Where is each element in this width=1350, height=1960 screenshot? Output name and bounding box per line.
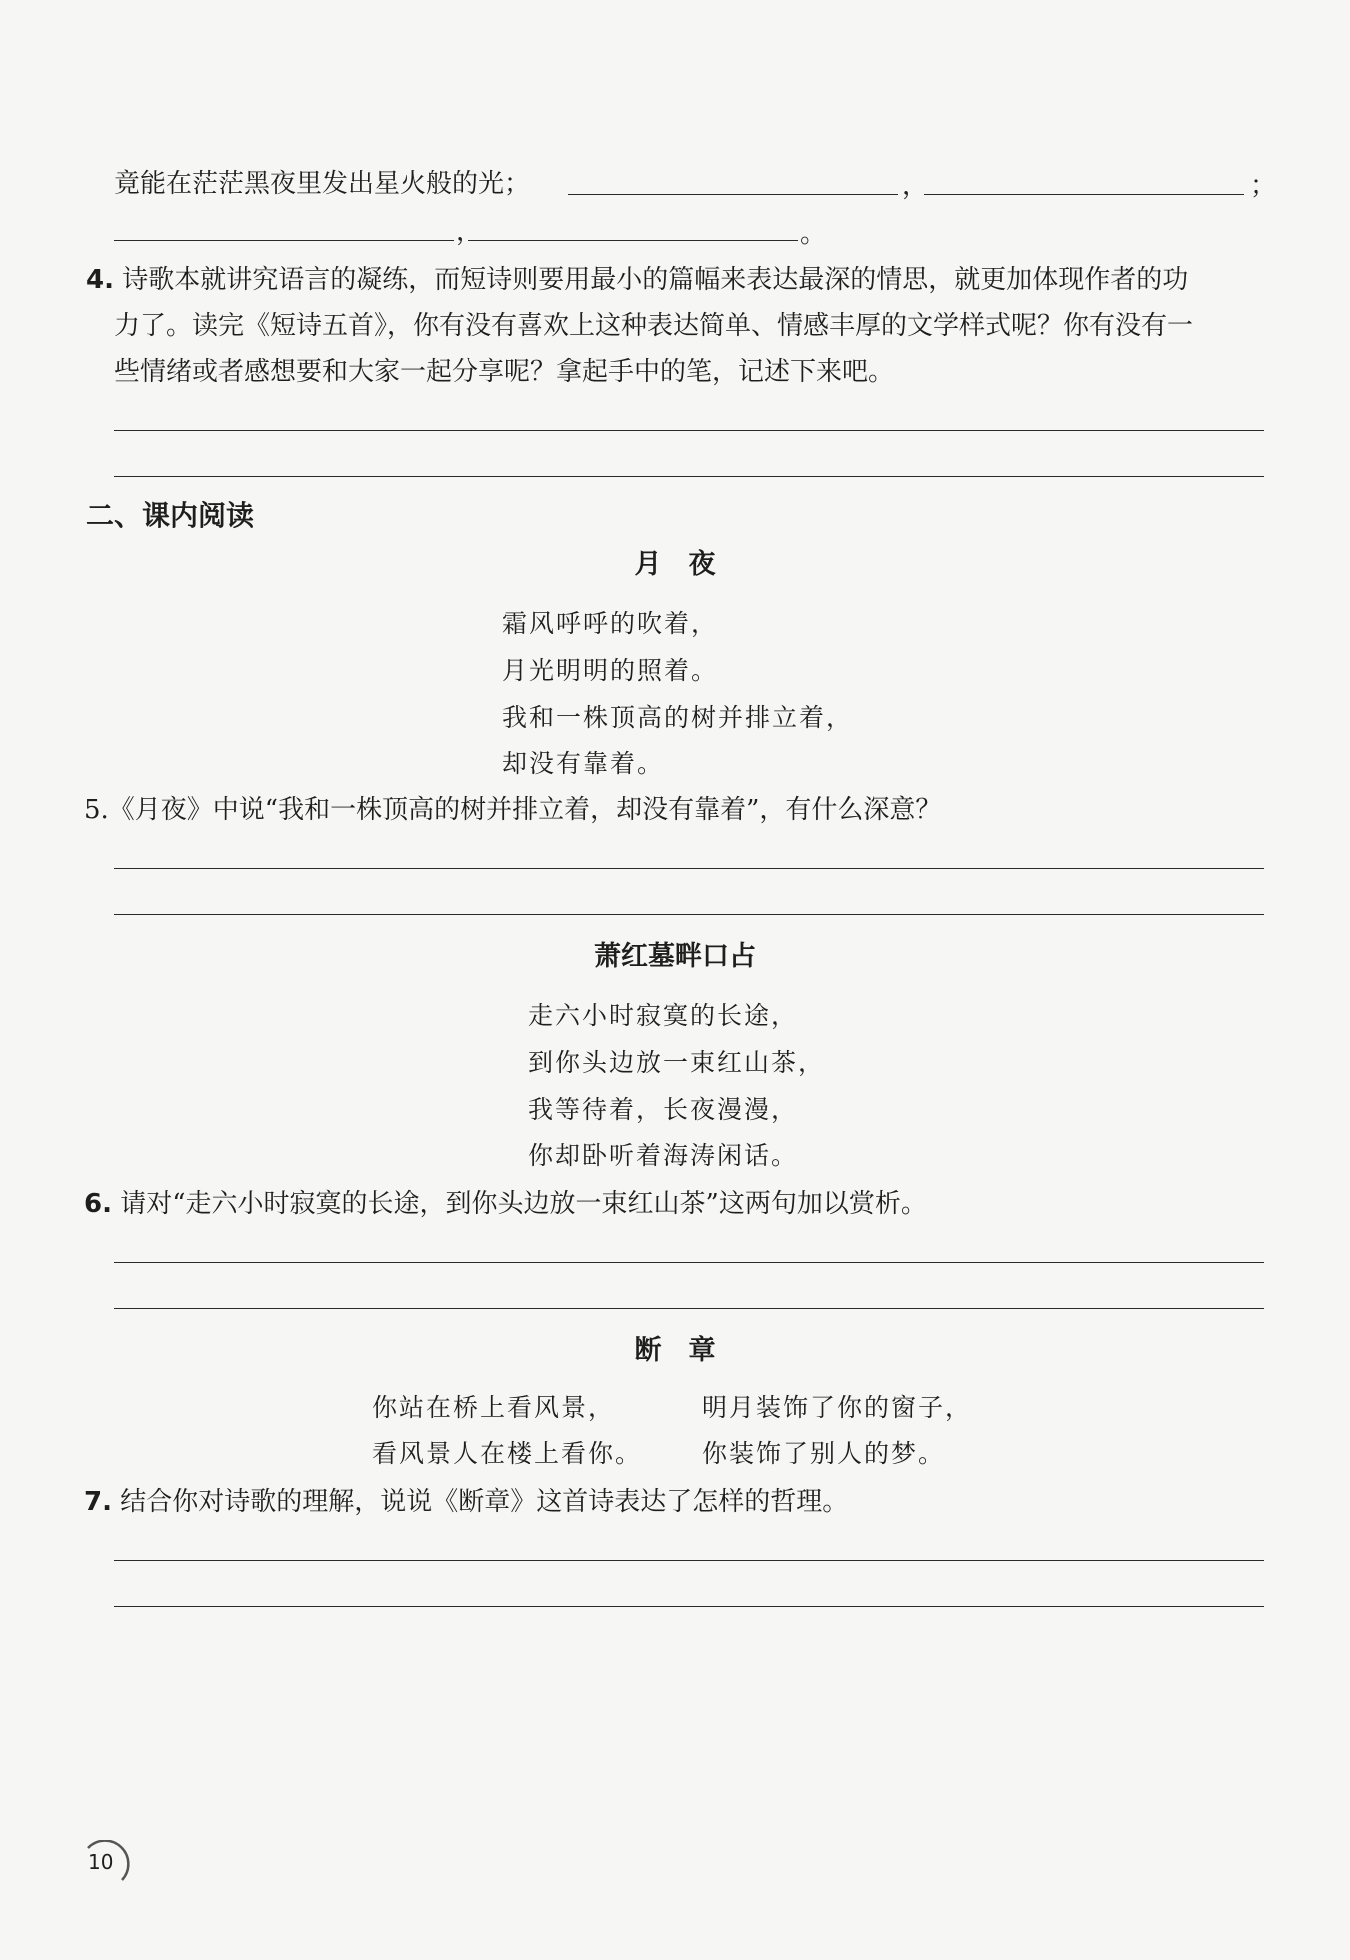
- semicolon-1: ；: [1250, 171, 1277, 201]
- blank-4[interactable]: [468, 240, 798, 241]
- fill-line-1: [114, 166, 530, 202]
- poem1-line-4: 却没有靠着。: [502, 749, 665, 778]
- page-number-text: 10: [88, 1850, 114, 1874]
- poem1-line-2: 月光明明的照着。: [502, 656, 719, 685]
- poem3-right-line-2: 你装饰了别人的梦。: [702, 1439, 946, 1468]
- poem2-line-1: 走六小时寂寞的长途，: [528, 1001, 799, 1030]
- q5-answer-line-2[interactable]: [114, 914, 1264, 915]
- q4-line-2: 力了。读完《短诗五首》，你有没有喜欢上这种表达简单、情感丰厚的文学样式呢？你有没有一: [114, 311, 1194, 341]
- q6-number: 6.: [84, 1189, 112, 1219]
- comma-2: ，: [456, 217, 483, 247]
- poem3-right-line-1: 明月装饰了你的窗子，: [702, 1393, 973, 1422]
- poem1-line-1: 霜风呼呼的吹着，: [502, 609, 719, 638]
- comma-1: ，: [902, 171, 929, 201]
- q4-answer-line-2[interactable]: [114, 476, 1264, 477]
- q7-answer-line-1[interactable]: [114, 1560, 1264, 1561]
- q7-number: 7.: [84, 1487, 112, 1517]
- fill-line-1-text: 竟能在茫茫黑夜里发出星火般的光；: [114, 169, 531, 199]
- q5-line: 5.《月夜》中说“我和一株顶高的树并排立着，却没有靠着”，有什么深意？: [84, 795, 942, 825]
- q6-answer-line-2[interactable]: [114, 1308, 1264, 1309]
- blank-1[interactable]: [568, 194, 898, 195]
- period-1: 。: [800, 219, 827, 249]
- blank-2[interactable]: [924, 194, 1244, 195]
- blank-3[interactable]: [114, 240, 454, 241]
- poem2-line-4: 你却卧听着海涛闲话。: [528, 1141, 799, 1170]
- section-title: 二、课内阅读: [86, 499, 255, 532]
- poem3-title: 断 章: [634, 1335, 716, 1366]
- poem1-line-3: 我和一株顶高的树并排立着，: [502, 703, 854, 732]
- poem2-line-2: 到你头边放一束红山茶，: [528, 1048, 826, 1077]
- q7-line: [84, 1484, 848, 1520]
- q4-line-3: 些情绪或者感想要和大家一起分享呢？拿起手中的笔，记述下来吧。: [114, 357, 895, 387]
- q4-text-1: 诗歌本就讲究语言的凝练，而短诗则要用最小的篇幅来表达最深的情思，就更加体现作者的功: [122, 265, 1189, 295]
- q5-answer-line-1[interactable]: [114, 868, 1264, 869]
- q4-line-1: [86, 262, 1188, 298]
- poem2-line-3: 我等待着，长夜漫漫，: [528, 1095, 799, 1124]
- q7-text: 结合你对诗歌的理解，说说《断章》这首诗表达了怎样的哲理。: [120, 1487, 849, 1517]
- poem1-title: 月 夜: [634, 549, 716, 580]
- poem3-left-line-1: 你站在桥上看风景，: [372, 1393, 616, 1422]
- q7-answer-line-2[interactable]: [114, 1606, 1264, 1607]
- page-number: [82, 1840, 128, 1886]
- q6-text: 请对“走六小时寂寞的长途，到你头边放一束红山茶”这两句加以赏析。: [120, 1189, 927, 1219]
- q4-answer-line-1[interactable]: [114, 430, 1264, 431]
- poem3-left-line-2: 看风景人在楼上看你。: [372, 1439, 643, 1468]
- q6-line: [84, 1186, 927, 1222]
- poem2-title: 萧红墓畔口占: [594, 941, 756, 972]
- q6-answer-line-1[interactable]: [114, 1262, 1264, 1263]
- q4-number: 4.: [86, 265, 114, 295]
